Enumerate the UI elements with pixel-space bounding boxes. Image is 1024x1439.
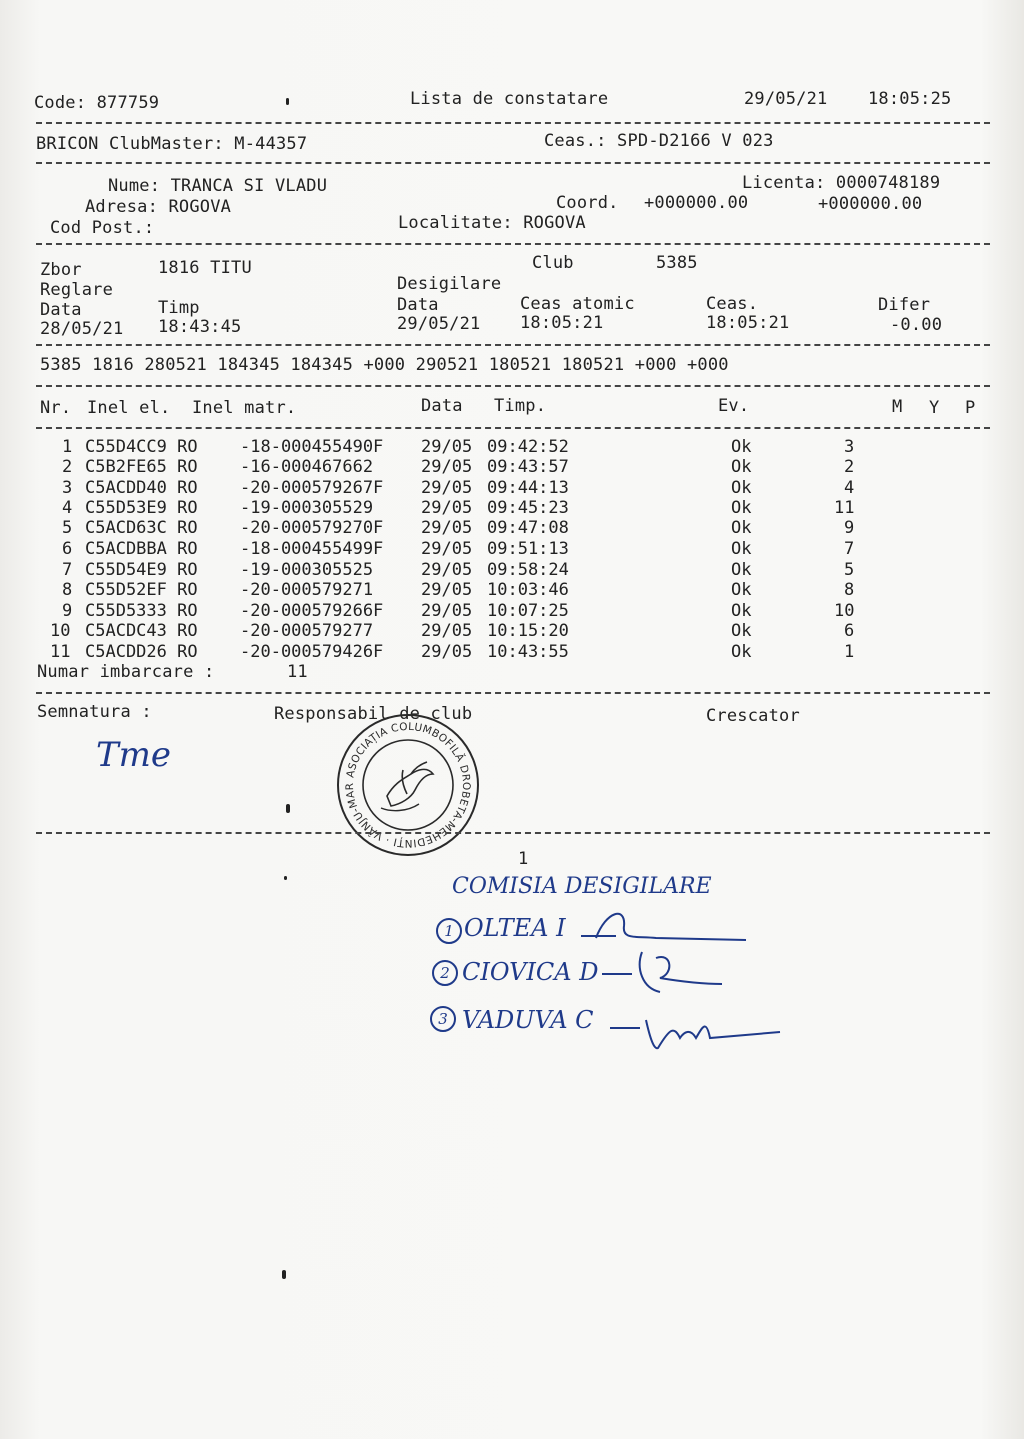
separator (36, 162, 990, 164)
separator (36, 344, 990, 346)
row-matr: -20-000579266F (240, 601, 384, 621)
row-timp: 09:44:13 (487, 478, 569, 498)
circled-number: 1 (436, 918, 462, 944)
table-row (0, 520, 1000, 540)
semnatura-label: Semnatura : (37, 702, 152, 722)
ceas-col-label: Ceas. (706, 294, 759, 314)
row-nr: 7 (62, 560, 73, 580)
desig-atomic: 18:05:21 (520, 313, 604, 333)
col-ev: Ev. (718, 396, 750, 416)
row-nr: 11 (50, 642, 71, 662)
stamp-text: ASOCIAȚIA COLUMBOFILĂ DROBETA-MEHEDINȚI · VÂNJU-MAR (343, 720, 473, 850)
owner-address: Adresa: ROGOVA (85, 197, 232, 217)
col-data: Data (421, 396, 463, 416)
row-ev: Ok (731, 560, 752, 580)
row-ev: Ok (731, 437, 752, 457)
clubmaster-label: BRICON ClubMaster: M-44357 (36, 134, 308, 154)
difer-label: Difer (878, 295, 931, 315)
row-matr: -19-000305525 (240, 560, 374, 580)
handwritten-line (432, 958, 772, 1002)
row-nr: 1 (62, 437, 73, 457)
col-inel-matr: Inel matr. (192, 398, 297, 418)
numar-imbarcare-label: Numar imbarcare : (37, 662, 215, 682)
ceas-label: Ceas.: SPD-D2166 V 023 (544, 131, 774, 151)
row-matr: -18-000455490F (240, 437, 384, 457)
row-inel: C5B2FE65 RO (85, 457, 198, 477)
row-rank: 9 (844, 518, 855, 538)
row-nr: 3 (62, 478, 73, 498)
row-inel: C55D52EF RO (85, 580, 198, 600)
cod-post: Cod Post.: (50, 218, 155, 238)
row-ev: Ok (731, 539, 752, 559)
responsabil-label: Responsabil de club (274, 704, 473, 724)
row-data: 29/05 (421, 539, 473, 559)
row-matr: -16-000467662 (240, 457, 374, 477)
row-matr: -20-000579267F (240, 478, 384, 498)
row-timp: 10:15:20 (487, 621, 569, 641)
table-row (0, 541, 1000, 561)
row-ev: Ok (731, 601, 752, 621)
row-nr: 10 (50, 621, 71, 641)
row-data: 29/05 (421, 457, 473, 477)
row-data: 29/05 (421, 621, 473, 641)
licenta: Licenta: 0000748189 (742, 173, 941, 193)
signature-mark (610, 998, 790, 1058)
row-rank: 6 (844, 621, 855, 641)
handwritten-title: COMISIA DESIGILARE (452, 874, 712, 899)
row-inel: C5ACDC43 RO (85, 621, 198, 641)
row-nr: 4 (62, 498, 73, 518)
row-ev: Ok (731, 621, 752, 641)
row-rank: 3 (844, 437, 855, 457)
desigilare-label: Desigilare (397, 274, 502, 294)
coord-x: +000000.00 (644, 193, 749, 213)
zbor-label: Zbor (40, 260, 82, 280)
row-rank: 11 (834, 498, 855, 518)
club-label: Club (532, 253, 574, 273)
row-inel: C5ACDD26 RO (85, 642, 198, 662)
row-matr: -20-000579271 (240, 580, 374, 600)
separator (36, 692, 990, 694)
row-inel: C55D54E9 RO (85, 560, 198, 580)
coord-label: Coord. (556, 193, 619, 213)
header-time: 18:05:25 (868, 89, 952, 109)
owner-name: Nume: TRANCA SI VLADU (108, 176, 328, 196)
table-row (0, 562, 1000, 582)
row-rank: 7 (844, 539, 855, 559)
handwritten-line (430, 1004, 790, 1064)
club-stamp (335, 712, 481, 858)
row-inel: C5ACDD40 RO (85, 478, 198, 498)
separator (36, 832, 990, 834)
col-p: P (965, 398, 976, 418)
row-nr: 5 (62, 518, 73, 538)
row-data: 29/05 (421, 437, 473, 457)
table-row (0, 582, 1000, 602)
stamp-graphic (335, 712, 481, 858)
numar-imbarcare-value: 11 (287, 662, 308, 682)
punch-mark (286, 98, 289, 105)
localitate: Localitate: ROGOVA (398, 213, 586, 233)
row-data: 29/05 (421, 601, 473, 621)
row-matr: -20-000579270F (240, 518, 384, 538)
table-row (0, 439, 1000, 459)
row-timp: 10:07:25 (487, 601, 569, 621)
separator (36, 427, 990, 429)
row-matr: -20-000579426F (240, 642, 384, 662)
row-timp: 10:43:55 (487, 642, 569, 662)
table-row (0, 603, 1000, 623)
reglare-label: Reglare (40, 280, 114, 300)
row-matr: -19-000305529 (240, 498, 374, 518)
row-data: 29/05 (421, 478, 473, 498)
row-data: 29/05 (421, 560, 473, 580)
row-timp: 09:42:52 (487, 437, 569, 457)
svg-text:ASOCIAȚIA COLUMBOFILĂ DROBETA- (335, 712, 472, 849)
handwritten-name: VADUVA C (462, 1006, 594, 1034)
ceas-atomic-label: Ceas atomic (520, 294, 635, 314)
row-inel: C5ACDBBA RO (85, 539, 198, 559)
handwritten-name: OLTEA I (464, 914, 566, 942)
row-nr: 9 (62, 601, 73, 621)
table-row (0, 623, 1000, 643)
row-rank: 1 (844, 642, 855, 662)
row-data: 29/05 (421, 518, 473, 538)
separator (36, 385, 990, 387)
row-timp: 09:51:13 (487, 539, 569, 559)
row-inel: C55D4CC9 RO (85, 437, 198, 457)
row-rank: 2 (844, 457, 855, 477)
circled-number: 3 (430, 1006, 456, 1032)
row-timp: 09:43:57 (487, 457, 569, 477)
document-title: Lista de constatare (410, 89, 609, 109)
row-inel: C55D5333 RO (85, 601, 198, 621)
col-timp: Timp. (494, 396, 547, 416)
row-inel: C5ACD63C RO (85, 518, 198, 538)
row-nr: 8 (62, 580, 73, 600)
table-row (0, 500, 1000, 520)
row-data: 29/05 (421, 580, 473, 600)
row-ev: Ok (731, 498, 752, 518)
row-rank: 8 (844, 580, 855, 600)
club-value: 5385 (656, 253, 698, 273)
desig-data: 29/05/21 (397, 314, 481, 334)
punch-mark (286, 804, 290, 813)
row-timp: 09:47:08 (487, 518, 569, 538)
code-line: 5385 1816 280521 184345 184345 +000 290521 180521 180521 +000 +000 (40, 355, 729, 375)
row-timp: 10:03:46 (487, 580, 569, 600)
desig-data-label: Data (397, 295, 439, 315)
circled-number: 2 (432, 960, 458, 986)
coord-y: +000000.00 (818, 194, 923, 214)
reglare-data: 28/05/21 (40, 319, 124, 339)
row-timp: 09:58:24 (487, 560, 569, 580)
row-ev: Ok (731, 457, 752, 477)
separator (36, 243, 990, 245)
handwritten-name: CIOVICA D (462, 958, 599, 986)
reglare-data-label: Data (40, 300, 82, 320)
code-label: Code: 877759 (34, 93, 160, 113)
zbor-value: 1816 TITU (158, 258, 252, 278)
punch-mark (282, 1270, 286, 1279)
header-date: 29/05/21 (744, 89, 828, 109)
page-number: 1 (518, 849, 529, 869)
row-timp: 09:45:23 (487, 498, 569, 518)
col-m: M (892, 397, 903, 417)
row-data: 29/05 (421, 498, 473, 518)
row-inel: C55D53E9 RO (85, 498, 198, 518)
row-matr: -20-000579277 (240, 621, 374, 641)
col-nr: Nr. (40, 398, 72, 418)
row-rank: 10 (834, 601, 855, 621)
row-nr: 2 (62, 457, 73, 477)
punch-mark (284, 876, 287, 880)
signature-mark (602, 948, 762, 998)
row-data: 29/05 (421, 642, 473, 662)
row-rank: 4 (844, 478, 855, 498)
desig-ceas: 18:05:21 (706, 313, 790, 333)
col-inel-el: Inel el. (87, 398, 171, 418)
col-y: Y (929, 398, 940, 418)
table-row (0, 459, 1000, 479)
row-matr: -18-000455499F (240, 539, 384, 559)
table-row (0, 644, 1000, 664)
row-ev: Ok (731, 580, 752, 600)
signature-mark (576, 906, 756, 946)
reglare-timp-label: Timp (158, 298, 200, 318)
signature: Tme (96, 735, 172, 775)
reglare-timp: 18:43:45 (158, 317, 242, 337)
row-rank: 5 (844, 560, 855, 580)
difer-value: -0.00 (890, 315, 943, 335)
row-nr: 6 (62, 539, 73, 559)
row-ev: Ok (731, 642, 752, 662)
table-row (0, 480, 1000, 500)
crescator-label: Crescator (706, 706, 800, 726)
row-ev: Ok (731, 478, 752, 498)
row-ev: Ok (731, 518, 752, 538)
separator (36, 122, 990, 124)
